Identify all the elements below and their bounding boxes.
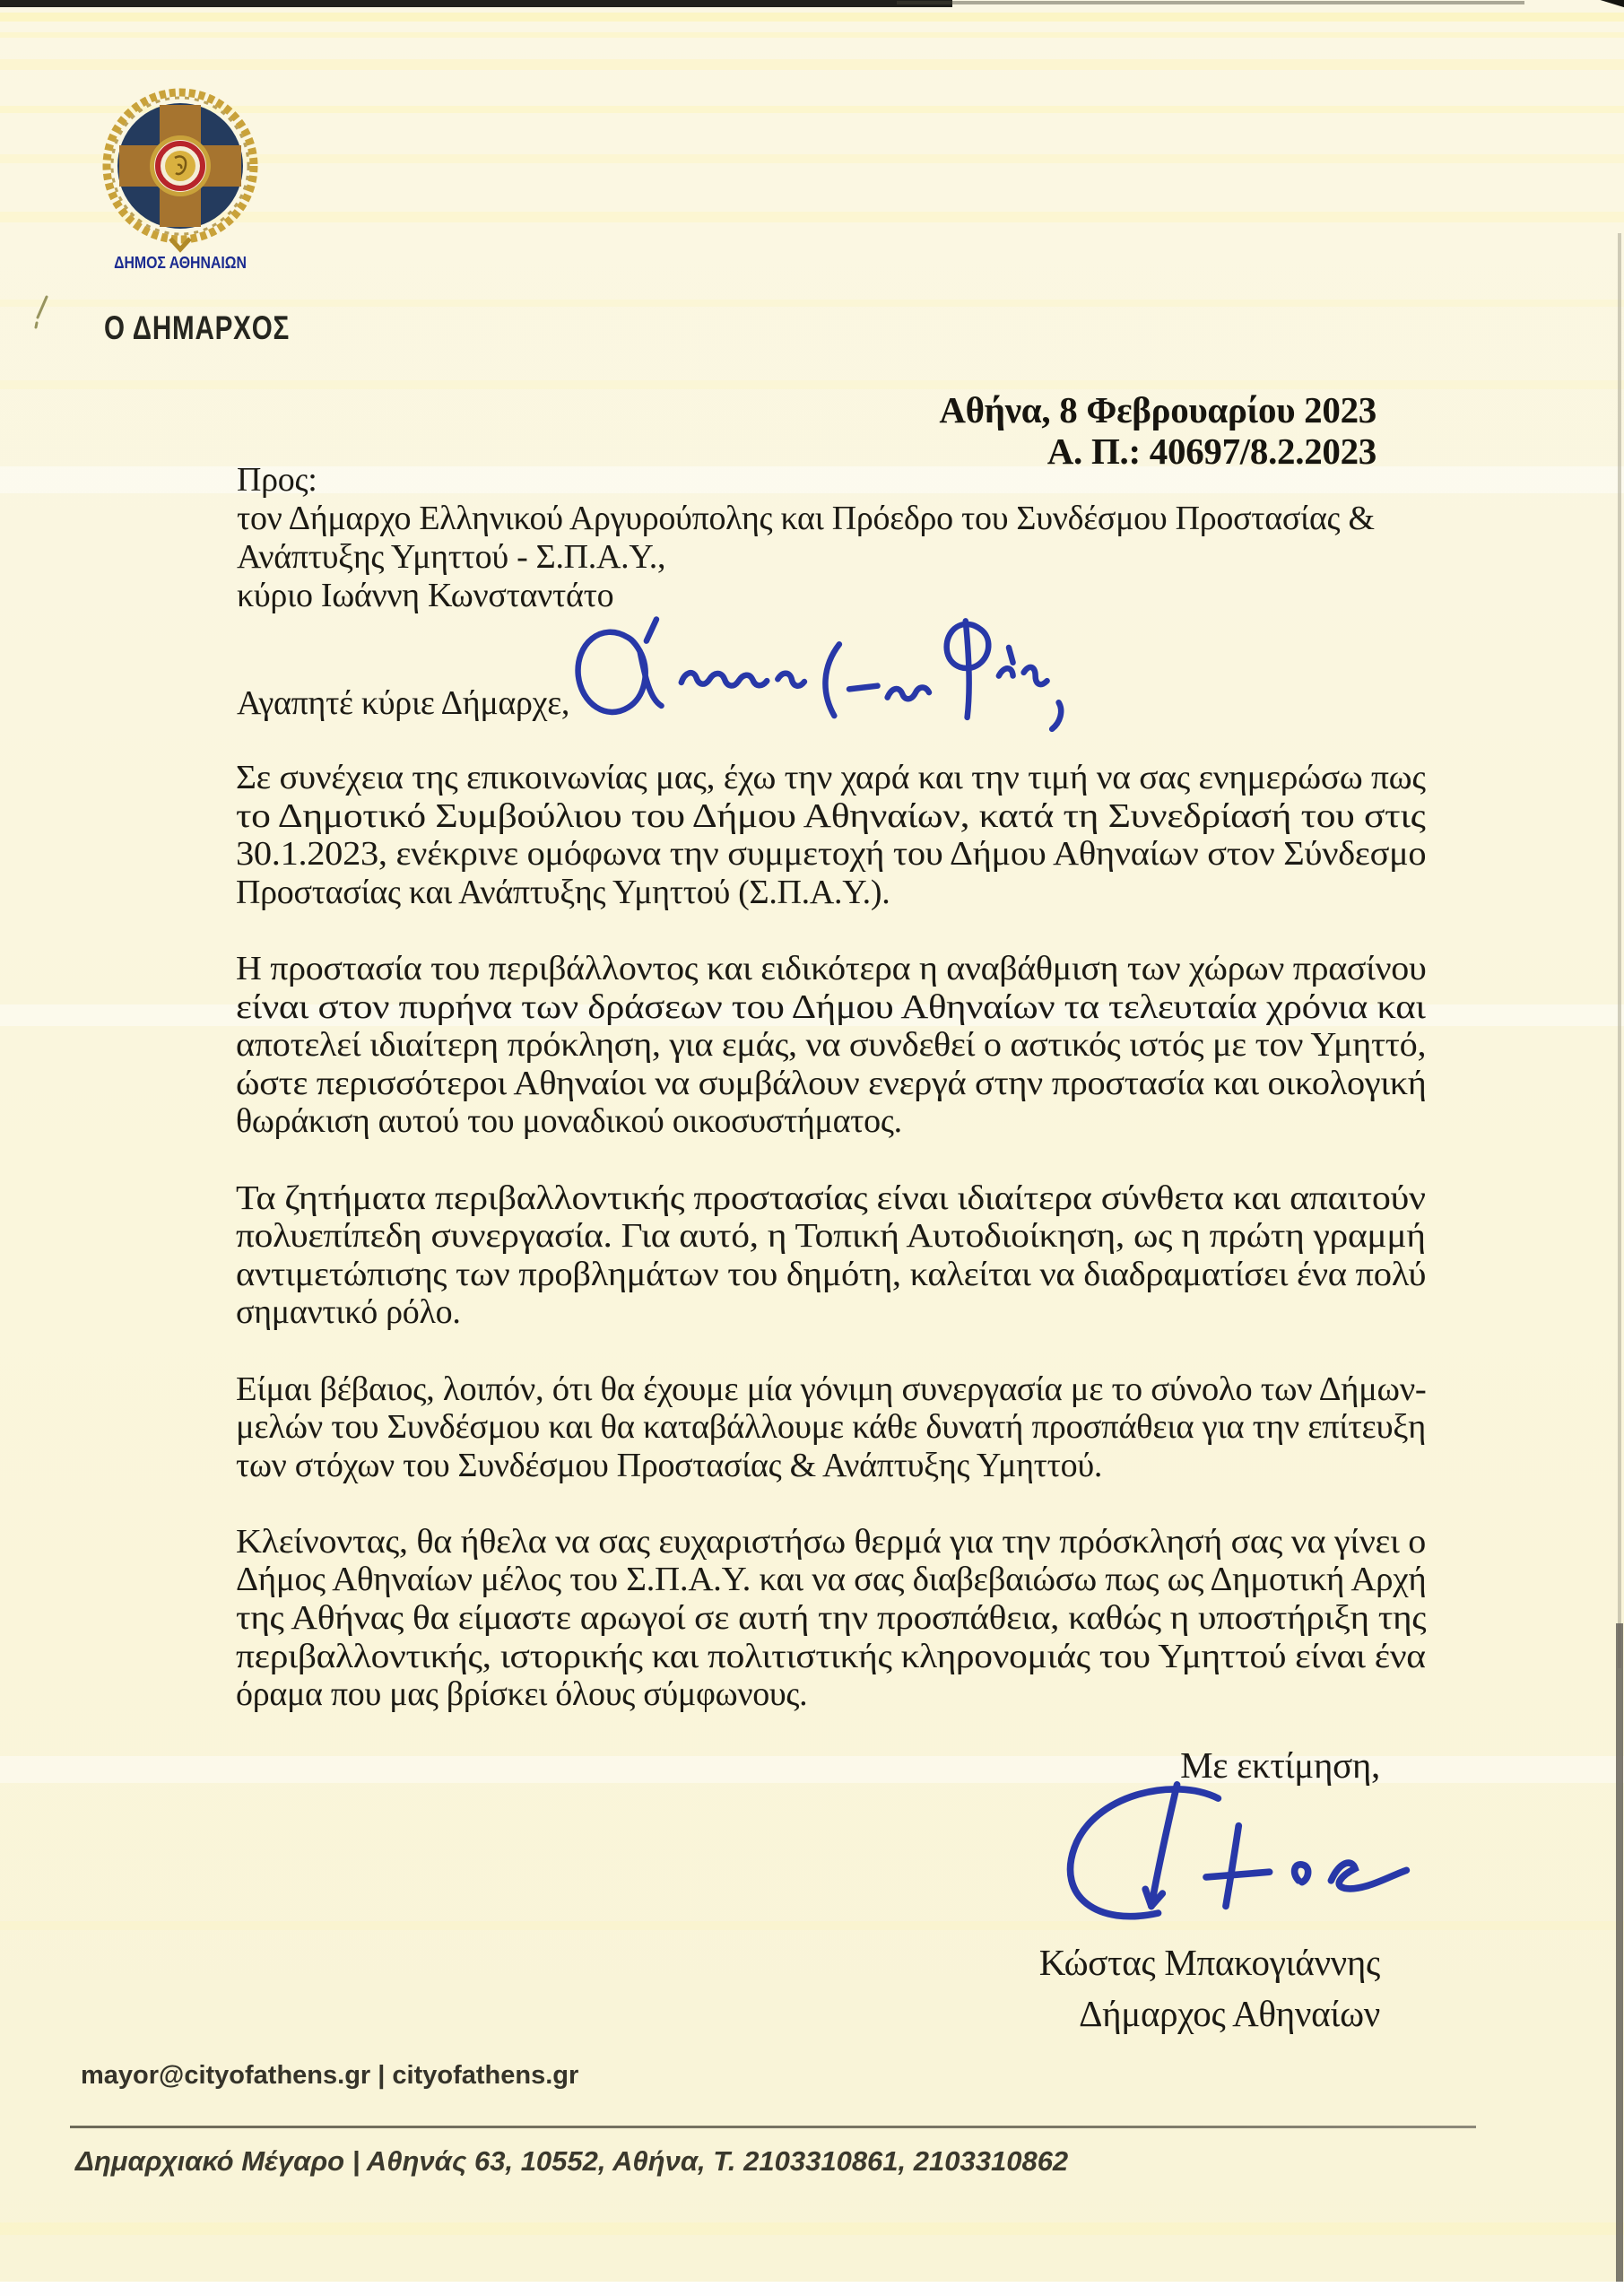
office-title: Ο ΔΗΜΑΡΧΟΣ: [104, 309, 291, 346]
salutation: Αγαπητέ κύριε Δήμαρχε,: [237, 684, 570, 722]
scan-corner-mark: [1545, 0, 1624, 20]
recipient-line: Ανάπτυξης Υμηττού - Σ.Π.Α.Υ.,: [237, 538, 666, 576]
body-line: Κλείνοντας, θα ήθελα να σας ευχαριστήσω θερμά για την πρόσκλησή σας να γίνει ο: [236, 1522, 1426, 1561]
pen-tick-mark: [30, 294, 52, 330]
body-line: ώστε περισσότεροι Αθηναίοι να συμβάλουν ενεργά στην προστασία και οικολογική: [236, 1064, 1427, 1102]
body-line: αποτελεί ιδιαίτερη πρόκληση, για εμάς, να συνδεθεί ο αστικός ιστός με τον Υμηττό,: [236, 1026, 1427, 1065]
paragraph: [236, 950, 1426, 1141]
signer-block: [1039, 1937, 1380, 2039]
scan-edge-right: [1618, 233, 1621, 1668]
body-line: θωράκιση αυτού του μοναδικού οικοσυστήματος.: [236, 1102, 902, 1141]
scan-bottom-edge: [0, 2282, 1624, 2296]
closing-regards: Με εκτίμηση,: [1180, 1744, 1380, 1786]
body-line: των στόχων του Συνδέσμου Προστασίας & Ανάπτυξης Υμηττού.: [236, 1446, 1103, 1484]
footer-address-line: Δημαρχιακό Μέγαρο | Αθηνάς 63, 10552, Αθήνα, T. 2103310861, 2103310862: [75, 2145, 1069, 2177]
scan-streak: [0, 380, 1624, 389]
body-line: Η προστασία του περιβάλλοντος και ειδικότερα η αναβάθμιση των χώρων πρασίνου: [236, 949, 1427, 987]
signer-title: Δήμαρχος Αθηναίων: [1079, 1993, 1380, 2034]
body-line: Σε συνέχεια της επικοινωνίας μας, έχω την χαρά και την τιμή να σας ενημερώσω πως: [236, 759, 1426, 796]
date-line: Αθήνα, 8 Φεβρουαρίου 2023: [939, 389, 1376, 430]
paragraph: [236, 1523, 1426, 1714]
body-line: είναι στον πυρήνα των δράσεων του Δήμου Αθηναίων τα τελευταία χρόνια και: [236, 987, 1426, 1026]
body-line: αντιμετώπισης των προβλημάτων του δημότη, καλείται να διαδραματίσει ένα πολύ: [236, 1255, 1427, 1293]
recipient-block: [237, 461, 1375, 615]
recipient-line: τον Δήμαρχο Ελληνικού Αργυρούπολης και Πρόεδρο του Συνδέσμου Προστασίας &: [237, 500, 1375, 537]
scan-edge-top-faint: [897, 1, 1524, 4]
signer-name: Κώστας Μπακογιάννης: [1038, 1942, 1380, 1983]
body-line: Προστασίας και Ανάπτυξης Υμηττού (Σ.Π.Α.Υ.).: [236, 873, 890, 911]
body-line: πολυεπίπεδη συνεργασία. Για αυτό, η Τοπική Αυτοδιοίκηση, ως η πρώτη γραμμή: [236, 1217, 1426, 1256]
paragraph: [236, 1179, 1426, 1332]
body-line: σημαντικό ρόλο.: [236, 1293, 461, 1332]
handwritten-greeting: [563, 603, 1079, 739]
athens-municipality-seal-icon: [99, 86, 262, 253]
paragraph: [236, 1370, 1426, 1485]
body-line: 30.1.2023, ενέκρινε ομόφωνα την συμμετοχή του Δήμου Αθηναίων στον Σύνδεσμο: [236, 835, 1427, 874]
paragraph: [236, 759, 1426, 911]
recipient-line: κύριο Ιωάννη Κωνσταντάτο: [237, 577, 614, 614]
scan-edge-right-dark: [1616, 1623, 1623, 2287]
seal-caption: ΔΗΜΟΣ ΑΘΗΝΑΙΩΝ: [114, 254, 247, 272]
footer-email-line: mayor@cityofathens.gr | cityofathens.gr: [81, 2061, 579, 2090]
body-line: το Δημοτικό Συμβούλιου του Δήμου Αθηναίων, κατά τη Συνεδρίασή του στις: [236, 796, 1426, 835]
scan-streak: [0, 59, 1624, 70]
footer-divider: [70, 2126, 1476, 2128]
body-line: Δήμος Αθηναίων μέλος του Σ.Π.Α.Υ. και να σας διαβεβαιώσω πως ως Δημοτική Αρχή: [236, 1561, 1427, 1599]
scan-streak: [0, 13, 1624, 22]
signature: [1037, 1776, 1413, 1939]
body-line: μελών του Συνδέσμου και θα καταβάλλουμε κάθε δυνατή προσπάθεια για την επίτευξη: [236, 1408, 1427, 1447]
scan-edge-top: [0, 0, 952, 7]
letter-body: [236, 759, 1426, 1752]
scan-streak: [0, 2222, 1624, 2235]
body-line: της Αθήνας θα είμαστε αρωγοί σε αυτή την προσπάθεια, καθώς η υποστήριξη της: [236, 1599, 1427, 1638]
date-block: [939, 389, 1376, 472]
body-line: περιβαλλοντικής, ιστορικής και πολιτιστικής κληρονομιάς του Υμηττού είναι ένα: [236, 1637, 1426, 1675]
body-line: Τα ζητήματα περιβαλλοντικής προστασίας είναι ιδιαίτερα σύνθετα και απαιτούν: [236, 1178, 1426, 1217]
body-line: όραμα που μας βρίσκει όλους σύμφωνους.: [236, 1675, 808, 1714]
protocol-number: Α. Π.: 40697/8.2.2023: [1046, 430, 1376, 472]
recipient-label: Προς:: [237, 461, 317, 499]
scan-streak: [0, 32, 1624, 38]
scan-streak: [0, 300, 1624, 307]
body-line: Είμαι βέβαιος, λοιπόν, ότι θα έχουμε μία γόνιμη συνεργασία με το σύνολο των Δήμων-: [236, 1370, 1427, 1408]
